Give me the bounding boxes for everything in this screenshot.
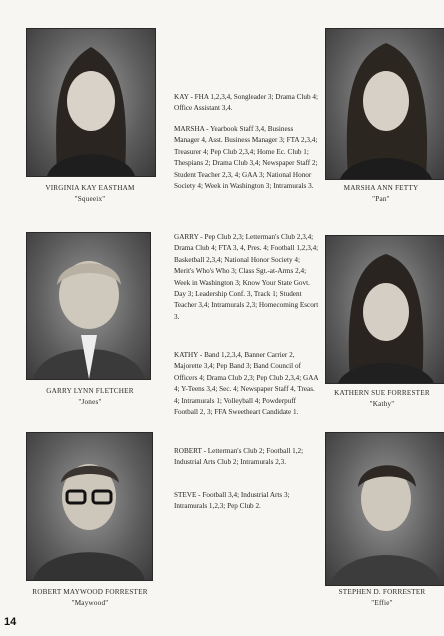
caption-robert-forrester — [6, 587, 174, 609]
caption-kathern-forrester — [320, 388, 444, 410]
photo-garry-fletcher — [26, 232, 151, 380]
caption-virginia-eastham — [10, 183, 170, 205]
photo-kathern-forrester — [325, 235, 444, 384]
senior-nickname: "Maywood" — [71, 599, 109, 607]
senior-name: MARSHA ANN FETTY — [343, 184, 419, 192]
portrait-silhouette — [27, 433, 152, 580]
senior-name: STEPHEN D. FORRESTER — [338, 588, 426, 596]
bio-kathy: KATHY - Band 1,2,3,4, Banner Carrier 2, Majorette 3,4; Pep Band 3; Band Council of Officers 4; Drama Club 2,3; Pep Club 2,3,4; GAA 4; Y-Teens 3,4; Sec. 4; Newspaper Staff 4, Treas. 4; Intramurals 1; Volleyball 4; Powderpuff Football 2, 3; FFA Sweetheart Candidate 1. — [174, 351, 319, 417]
portrait-silhouette — [326, 29, 444, 179]
photo-marsha-fetty — [325, 28, 444, 180]
bio-robert: ROBERT - Letterman's Club 2; Football 1,2; Industrial Arts Club 2; Intramurals 2,3. — [174, 447, 304, 467]
bio-kay: KAY - FHA 1,2,3,4, Songleader 3; Drama Club 4; Office Assistant 3,4. — [174, 93, 319, 113]
caption-marsha-fetty — [318, 183, 444, 205]
senior-nickname: "Jones" — [78, 398, 102, 406]
bio-garry: GARRY - Pep Club 2,3; Letterman's Club 2,3,4; Drama Club 4; FTA 3, 4, Pres. 4; Football 1,2,3,4; Basketball 2,3,4; National Honor Society 4; Merit's Who's Who 3; Class Sgt.-at-Arms 2,4; Week in Washington 3; Know Your State Govt. Day 3; Leadership Conf. 3, Track 1; Student Teacher 3,4; Intramurals 2,3; Homecoming Escort 3. — [174, 233, 319, 321]
senior-name: ROBERT MAYWOOD FORRESTER — [32, 588, 148, 596]
senior-name: KATHERN SUE FORRESTER — [334, 389, 430, 397]
caption-stephen-forrester — [320, 587, 444, 609]
senior-nickname: "Kathy" — [369, 400, 395, 408]
caption-garry-fletcher — [10, 386, 170, 408]
page-number: 14 — [4, 616, 17, 628]
portrait-silhouette — [27, 233, 150, 379]
senior-name: GARRY LYNN FLETCHER — [46, 387, 134, 395]
photo-stephen-forrester — [325, 432, 444, 586]
senior-nickname: "Effie" — [371, 599, 393, 607]
portrait-silhouette — [326, 236, 444, 383]
senior-nickname: "Pan" — [372, 195, 390, 203]
photo-robert-forrester — [26, 432, 153, 581]
bio-marsha: MARSHA - Yearbook Staff 3,4, Business Manager 4, Asst. Business Manager 3; FTA 2,3,4; Treasurer 4; Pep Club 2,3,4; Home Ec. Club 1; Thespians 2; Drama Club 3,4; Newspaper Staff 2; Student Teacher 2,3, 4; GAA 3; National Honor Society 4; Week in Washington 3; Intramurals 3. — [174, 125, 318, 191]
senior-name: VIRGINIA KAY EASTHAM — [45, 184, 135, 192]
photo-virginia-eastham — [26, 28, 156, 177]
bio-steve: STEVE - Football 3,4; Industrial Arts 3; Intramurals 1,2,3; Pep Club 2. — [174, 491, 290, 511]
senior-nickname: "Squeeix" — [74, 195, 106, 203]
portrait-silhouette — [326, 433, 444, 585]
portrait-silhouette — [27, 29, 155, 176]
